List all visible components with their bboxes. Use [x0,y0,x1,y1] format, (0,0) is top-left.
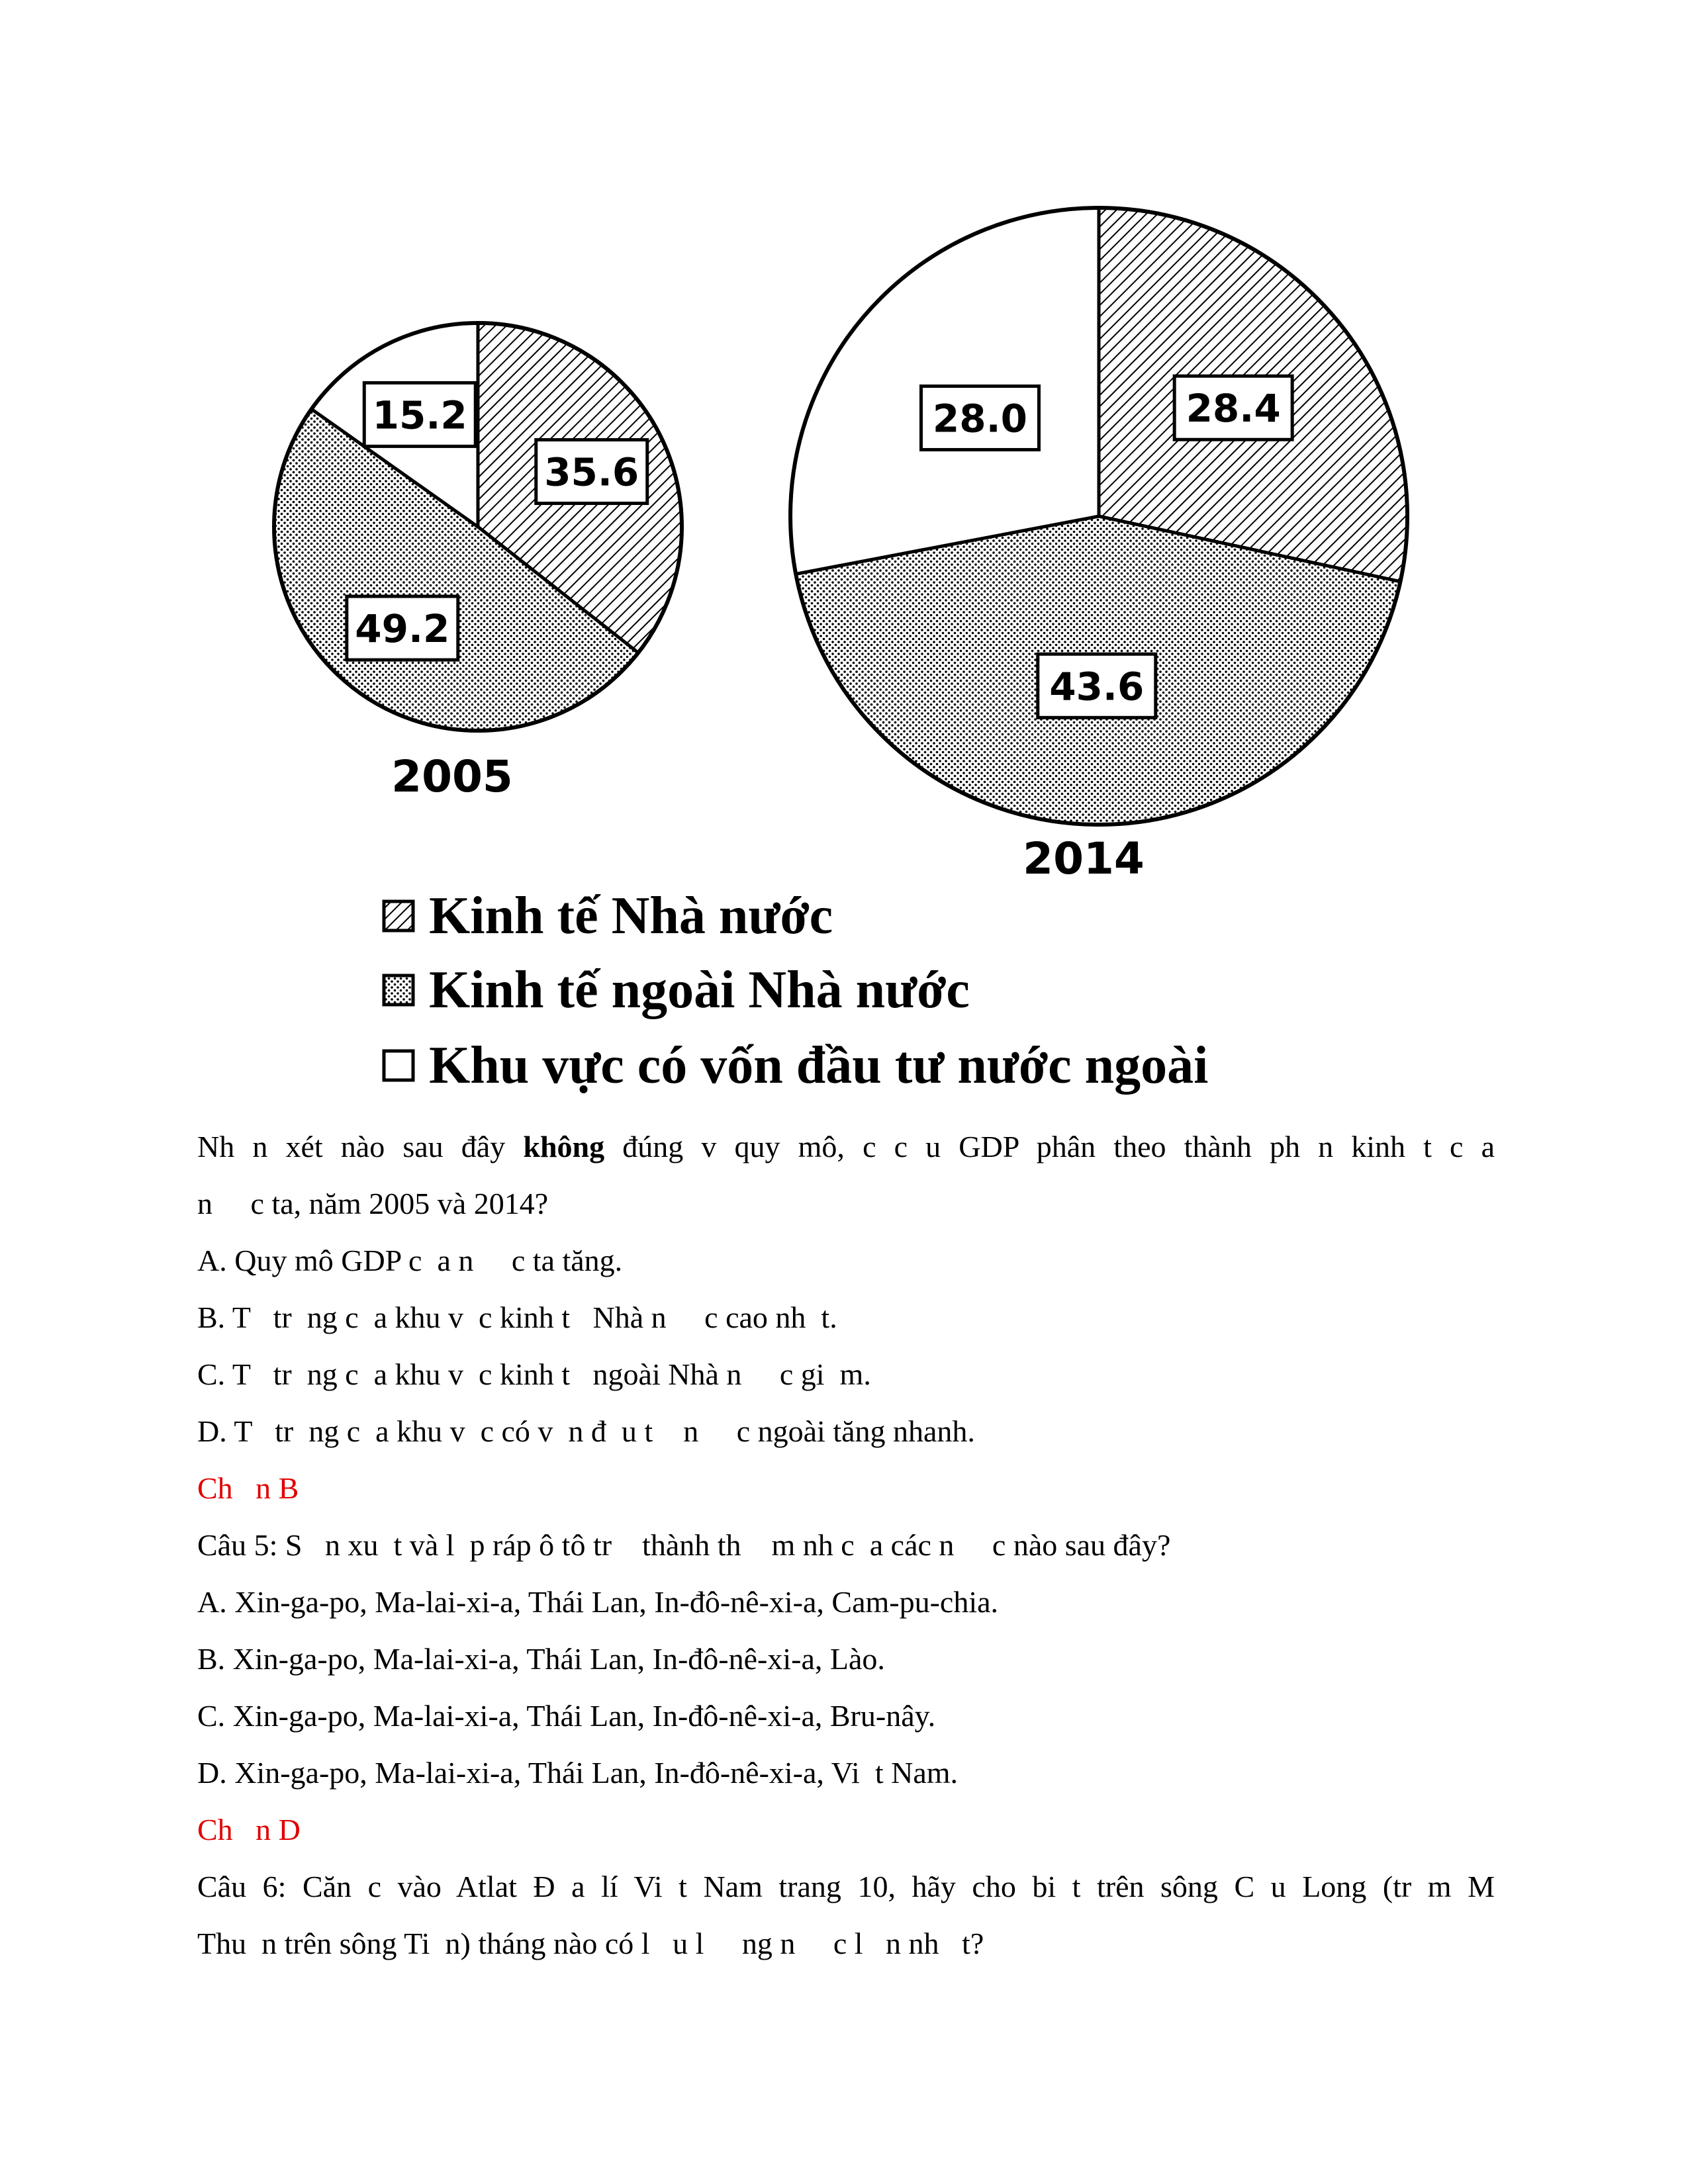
value-label-fdi: 28.0 [932,396,1028,441]
text-span: Nh n xét nào sau đây [197,1130,524,1163]
question-4-line-2: n c ta, năm 2005 và 2014? [197,1187,549,1220]
pie-2014 [790,208,1407,825]
pie-2005 [274,323,682,731]
value-label-non-state: 43.6 [1049,664,1145,709]
value-label-state: 35.6 [544,449,639,495]
legend-item-fdi [384,1036,1208,1095]
text-span: đúng v quy mô, c c u GDP phân theo thành ph n kinh t c a [604,1130,1495,1163]
bold-word: không [523,1130,605,1163]
question-6-line-1: Câu 6: Căn c vào Atlat Đ a lí Vi t Nam trang 10, hãy cho bi t trên sông C u Long (tr m M [197,1870,1495,1903]
option-b: B. T tr ng c a khu v c kinh t Nhà n c cao nh t. [197,1300,837,1334]
legend-label: Kinh tế ngoài Nhà nước [429,961,970,1019]
value-label-fdi: 15.2 [372,392,467,438]
legend-label: Khu vực có vốn đầu tư nước ngoài [429,1036,1209,1095]
legend [384,887,1208,1095]
option-a: A. Quy mô GDP c a n c ta tăng. [197,1244,623,1277]
option-d: D. T tr ng c a khu v c có v n đ u t n c ngoài tăng nhanh. [197,1414,975,1448]
question-text [197,1118,1495,1972]
legend-label: Kinh tế Nhà nước [429,887,833,945]
option-b: B. Xin-ga-po, Ma-lai-xi-a, Thái Lan, In-đô-nê-xi-a, Lào. [197,1642,885,1676]
legend-swatch-dots [384,976,413,1005]
question-4-line-1 [197,1118,1495,1175]
option-d: D. Xin-ga-po, Ma-lai-xi-a, Thái Lan, In-đô-nê-xi-a, Vi t Nam. [197,1756,959,1790]
legend-item-nonstate [384,961,970,1019]
year-label-2014: 2014 [1023,833,1145,884]
answer-5: Ch n D [197,1813,301,1846]
option-a: A. Xin-ga-po, Ma-lai-xi-a, Thái Lan, In-đô-nê-xi-a, Cam-pu-chia. [197,1585,999,1619]
year-label-2005: 2005 [391,751,513,802]
option-c: C. Xin-ga-po, Ma-lai-xi-a, Thái Lan, In-đô-nê-xi-a, Bru-nây. [197,1699,936,1733]
legend-swatch-blank [384,1051,413,1080]
value-label-state: 28.4 [1186,386,1281,432]
answer-4: Ch n B [197,1471,299,1505]
legend-item-state [384,887,833,945]
option-c: C. T tr ng c a khu v c kinh t ngoài Nhà n c gi m. [197,1357,871,1391]
question-5: Câu 5: S n xu t và l p ráp ô tô tr thành th m nh c a các n c nào sau đây? [197,1528,1171,1562]
value-label-non-state: 49.2 [355,606,450,652]
question-6-line-2: Thu n trên sông Ti n) tháng nào có l u l ng n c l n nh t? [197,1927,984,1960]
legend-swatch-hatch [384,901,413,931]
